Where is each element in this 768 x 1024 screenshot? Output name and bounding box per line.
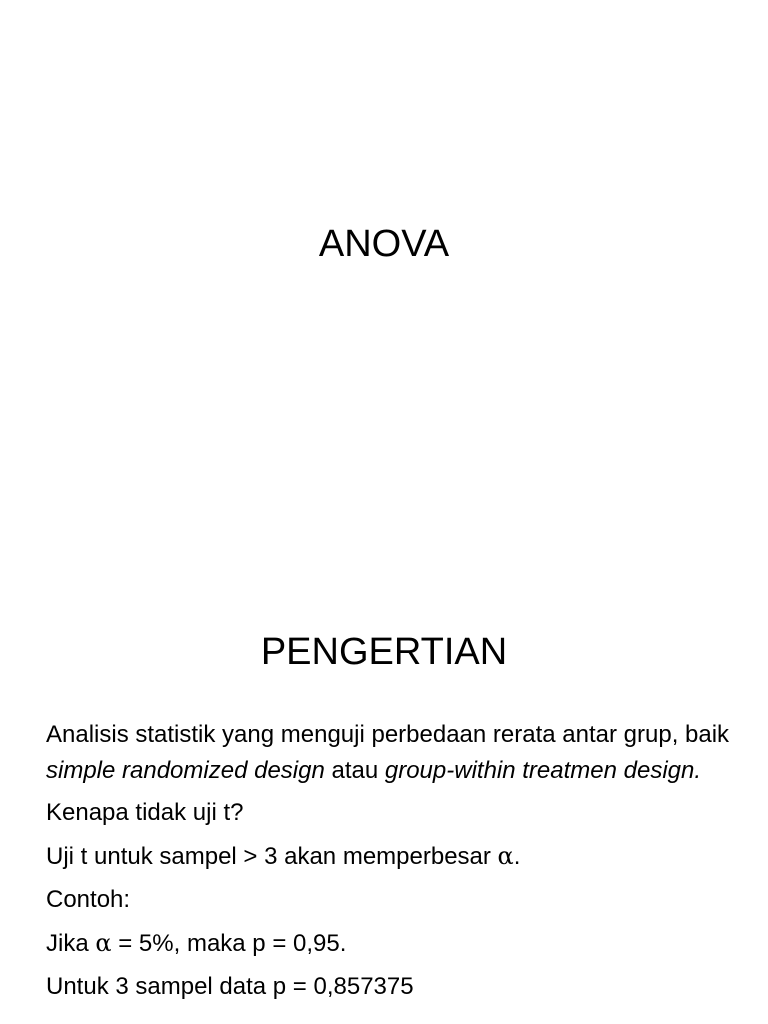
ttest-line <box>46 838 736 875</box>
section-heading: PENGERTIAN <box>260 631 508 673</box>
ttest-suffix: . <box>513 843 521 870</box>
question-line: Kenapa tidak uji t? <box>46 799 244 826</box>
slide-pengertian <box>0 512 768 1024</box>
definition-prefix: Analisis statistik yang menguji perbedaan rerata antar grup, baik <box>46 721 730 748</box>
definition-italic-group: group-within treatmen design. <box>384 757 702 784</box>
ttest-text: Uji t untuk sampel > 3 akan memperbesar <box>46 843 498 870</box>
definition-italic-design: simple randomized design <box>46 757 325 784</box>
example-label: Contoh: <box>46 886 131 913</box>
alpha-example-suffix: = 5%, maka p = 0,95. <box>111 930 347 957</box>
slide-title-heading: ANOVA <box>318 223 450 265</box>
definition-paragraph <box>46 717 736 789</box>
alpha-symbol: α <box>497 842 514 870</box>
three-sample-line: Untuk 3 sampel data p = 0,857375 <box>46 973 414 1000</box>
slide-body <box>46 717 736 1012</box>
alpha-example-line <box>46 925 736 962</box>
alpha-example-prefix: Jika <box>46 930 96 957</box>
definition-middle: atau <box>324 757 385 784</box>
alpha-symbol: α <box>95 929 112 957</box>
